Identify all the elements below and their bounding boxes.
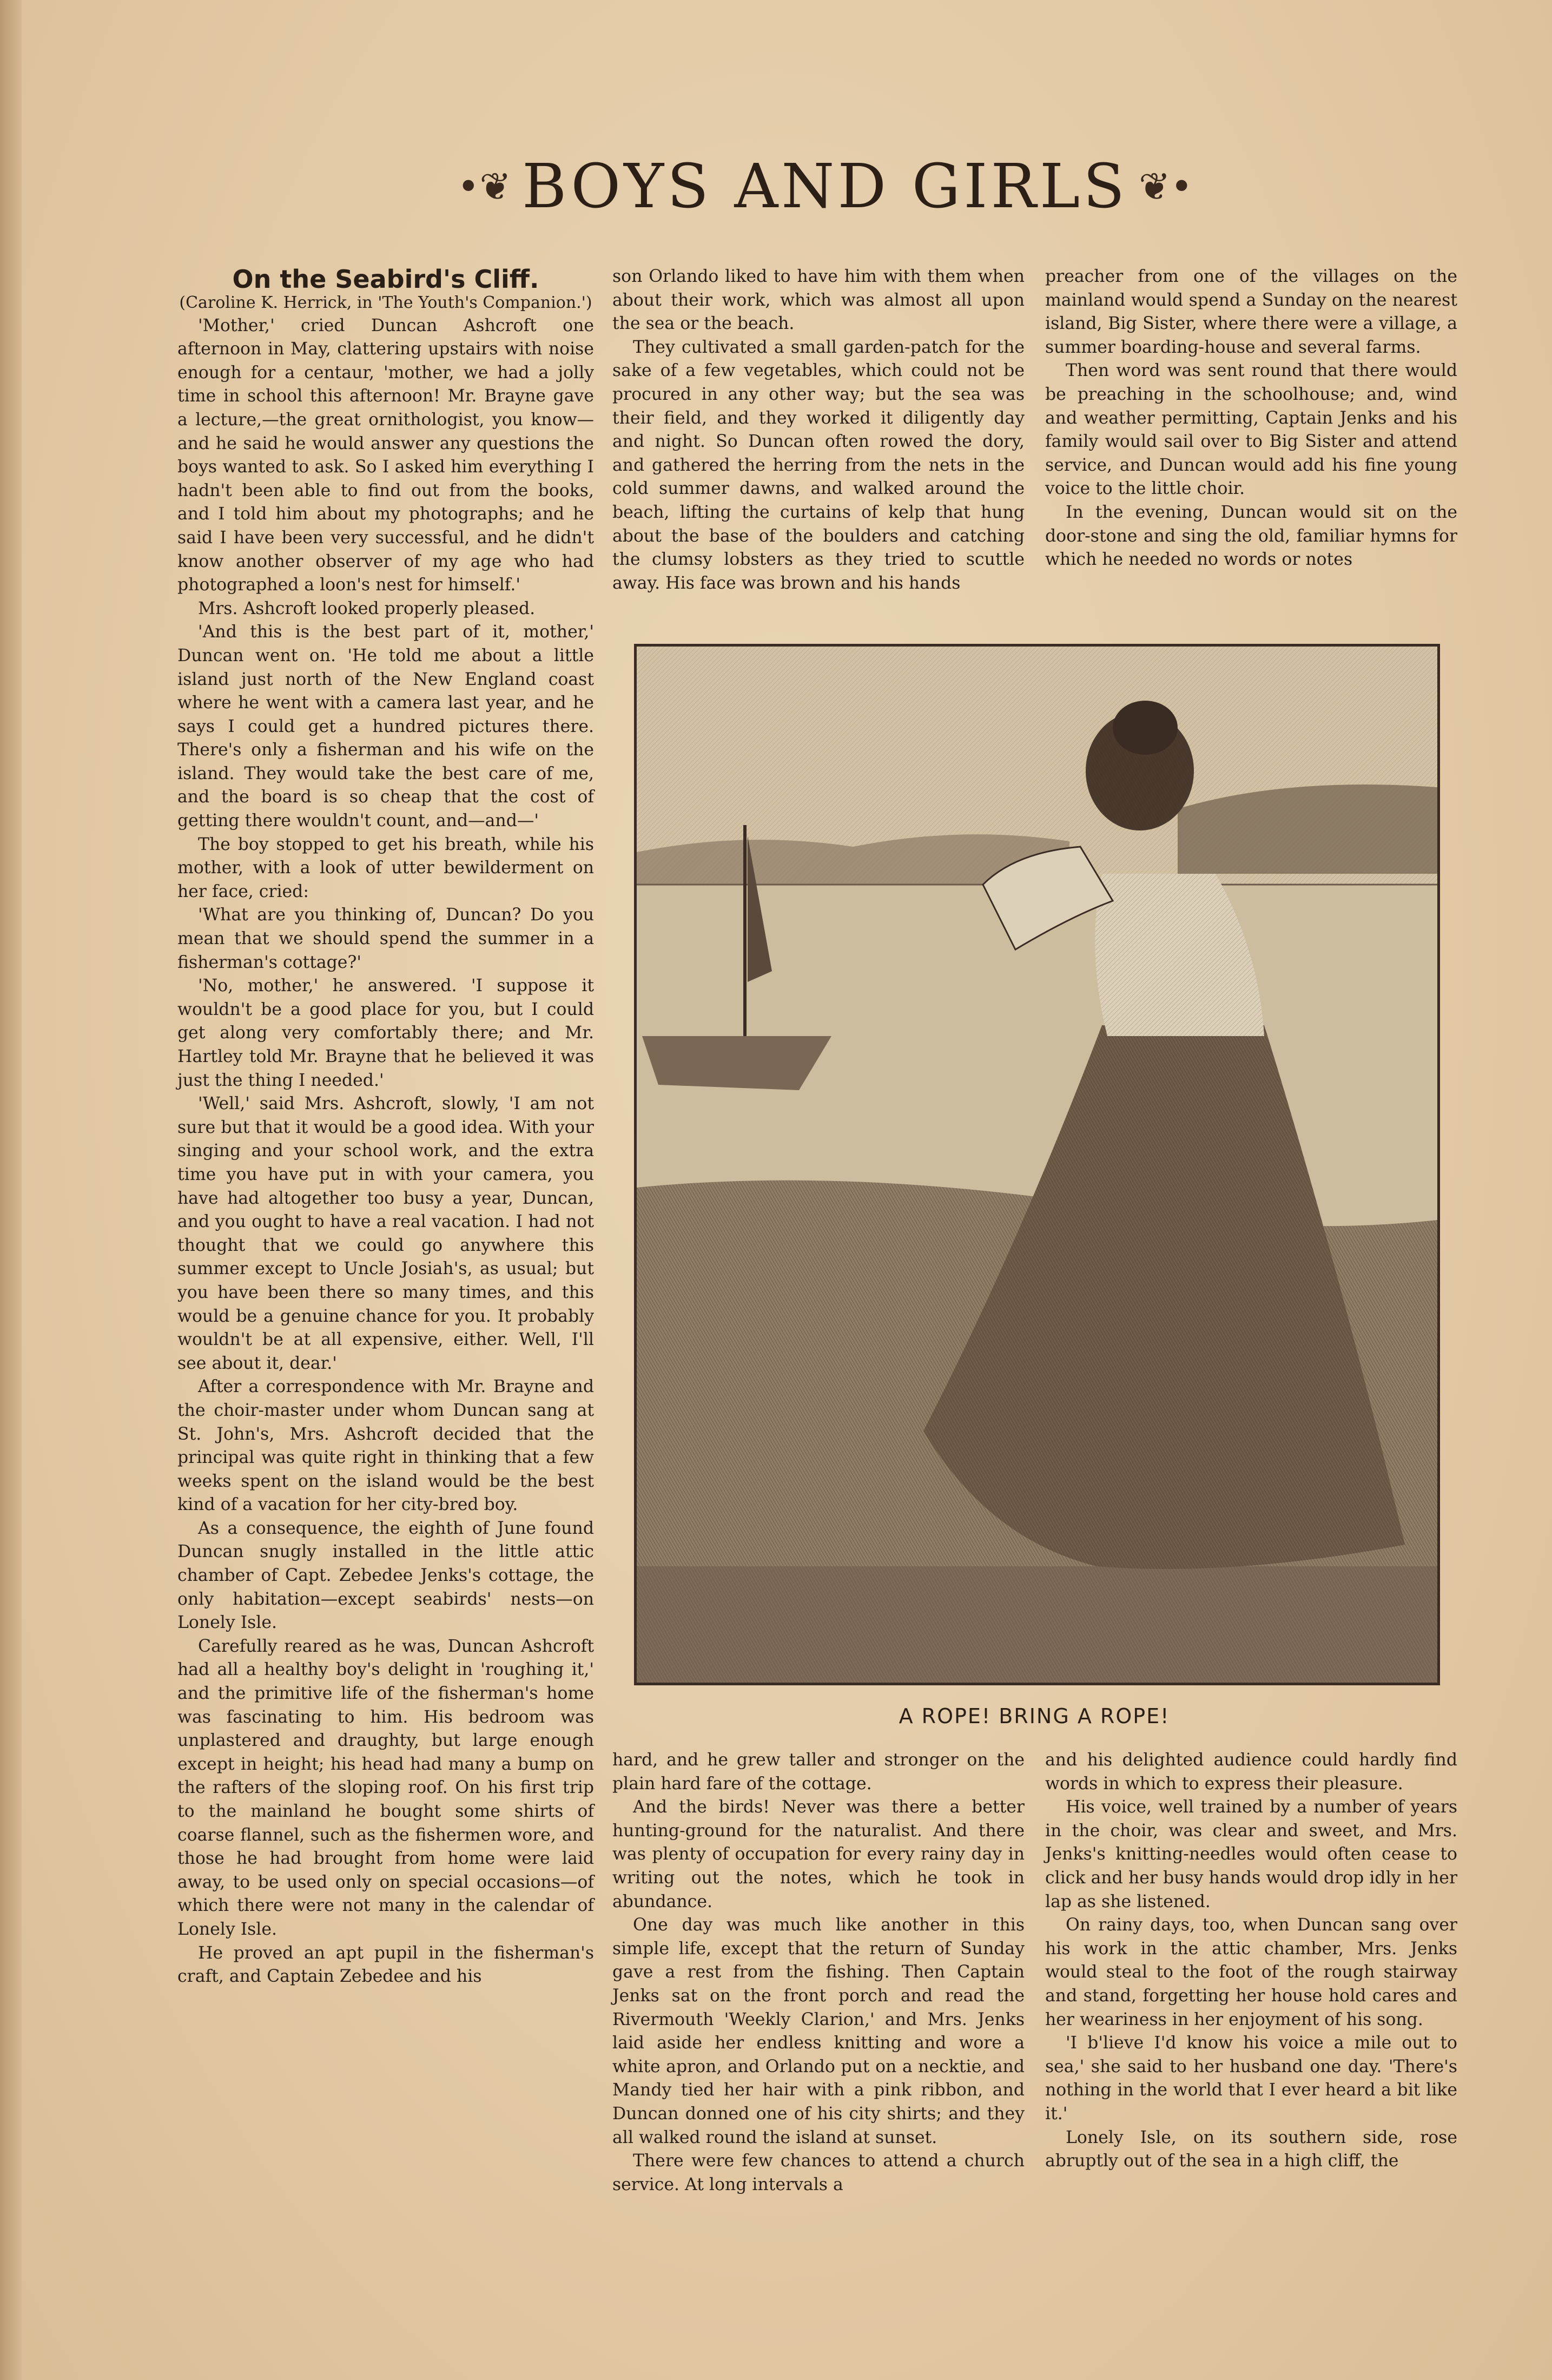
section-title: BOYS AND GIRLS [522, 151, 1128, 222]
paragraph: There were few chances to attend a church service. At long intervals a [612, 2151, 1025, 2194]
paragraph: and his delighted audience could hardly find words in which to express their pleasure. [1045, 1750, 1457, 1794]
paragraph: Lonely Isle, on its southern side, rose abruptly out of the sea in a high cliff, the [1045, 2127, 1457, 2171]
paragraph: 'What are you thinking of, Duncan? Do you mean that we should spend the summer in a fisherman's cottage?' [177, 905, 594, 972]
paragraph: Mrs. Ashcroft looked properly pleased. [198, 598, 536, 618]
paragraph: One day was much like another in this simple life, except that the return of Sunday gave a rest from the fishing. Then Captain Jenks sat on the front porch and read the Rivermouth 'Weekly Clarion,' and Mrs. Jenks laid aside her endless knitting and wore a white apron, and Orlando put on a necktie, and Mandy tied her hair with a pink ribbon, and Duncan donned one of his city shirts; and they all walked round the island at sunset. [612, 1915, 1025, 2147]
column-2-top [612, 265, 1025, 622]
paragraph: Carefully reared as he was, Duncan Ashcroft had all a healthy boy's delight in 'roughing it,' and the primitive life of the fisherman's home was fascinating to him. His bedroom was unplastered and draughty, but large enough except in height; his head had many a bump on the rafters of the sloping roof. On his first trip to the mainland he bought some shirts of coarse flannel, such as the fishermen wore, and those he had brought from home were laid away, to be used only on special occasions—of which there were not many in the calendar of Lonely Isle. [177, 1636, 594, 1939]
page-gutter [0, 0, 22, 2380]
column-3-top [1045, 265, 1457, 622]
section-masthead [379, 151, 1271, 222]
paragraph: 'I b'lieve I'd know his voice a mile out to sea,' she said to her husband one day. 'There's nothing in the world that I ever heard a bit like it.' [1045, 2033, 1457, 2124]
right-ornament-icon: ❦• [1138, 164, 1193, 209]
paragraph: 'Well,' said Mrs. Ashcroft, slowly, 'I am not sure but that it would be a good idea. With your singing and your school work, and the extra time you have put in with your camera, you have had altogether too busy a year, Duncan, and you ought to have a real vacation. I had not thought that we could go anywhere this summer except to Uncle Josiah's, as usual; but you have been there so many times, and this would be a genuine chance for you. It probably wouldn't be at all expensive, either. Well, I'll see about it, dear.' [177, 1094, 594, 1373]
paragraph: They cultivated a small garden-patch for the sake of a few vegetables, which could not be procured in any other way; but the sea was their field, and they worked it diligently day and night. So Duncan often rowed the dory, and gathered the herring from the nets in the cold summer dawns, and walked around the beach, lifting the curtains of kelp that hung about the base of the boulders and catching the clumsy lobsters as they tried to scuttle away. His face was brown and his hands [612, 337, 1025, 593]
paragraph: His voice, well trained by a number of years in the choir, was clear and sweet, and Mrs. Jenks's knitting-needles would often cease to click and her busy hands would drop idly in her lap as she listened. [1045, 1797, 1457, 1911]
left-ornament-icon: •❦ [457, 164, 512, 209]
paragraph: He proved an apt pupil in the fisherman's craft, and Captain Zebedee and his [177, 1943, 594, 1987]
paragraph: Then word was sent round that there would be preaching in the schoolhouse; and, wind and weather permitting, Captain Jenks and his family would sail over to Big Sister and attend service, and Duncan would add his fine young voice to the little choir. [1045, 361, 1457, 499]
paragraph: 'No, mother,' he answered. 'I suppose it wouldn't be a good place for you, but I could get along very comfortably there; and Mr. Hartley told Mr. Brayne that he believed it was just the thing I needed.' [177, 976, 594, 1090]
paragraph: In the evening, Duncan would sit on the door-stone and sing the old, familiar hymns for which he needed no words or notes [1045, 502, 1457, 570]
paragraph: preacher from one of the villages on the mainland would spend a Sunday on the nearest island, Big Sister, where there were a village, a summer boarding-house and several farms. [1045, 267, 1457, 357]
paragraph: hard, and he grew taller and stronger on the plain hard fare of the cottage. [612, 1750, 1025, 1794]
story-title: On the Seabird's Cliff. [232, 265, 539, 294]
paragraph: After a correspondence with Mr. Brayne and the choir-master under whom Duncan sang at St. John's, Mrs. Ashcroft decided that the principal was quite right in thinking that a few weeks spent on the island would be the best kind of a vacation for her city-bred boy. [177, 1377, 594, 1515]
illustration-caption: A ROPE! BRING A ROPE! [899, 1704, 1170, 1728]
paragraph: 'And this is the best part of it, mother,' Duncan went on. 'He told me about a little island just north of the New England coast where he went with a camera last year, and he says I could get a hundred pictures there. There's only a fisherman and his wife on the island. They would take the best care of me, and the board is so cheap that the cost of getting there wouldn't count, and—and—' [177, 622, 594, 831]
paragraph: The boy stopped to get his breath, while his mother, with a look of utter bewilderment on her face, cried: [177, 834, 594, 901]
column-2-bottom [612, 1749, 1025, 2225]
paragraph: 'Mother,' cried Duncan Ashcroft one afternoon in May, clattering upstairs with noise enough for a centaur, 'mother, we had a jolly time in school this afternoon! Mr. Brayne gave a lecture,—the great ornithologist, you know—and he said he would answer any questions the boys wanted to ask. So I asked him everything I hadn't been able to find out from the books, and I told him about my photographs; and he said I have been very successful, and he didn't know another observer of my age who had photographed a loon's nest for himself.' [177, 315, 594, 595]
column-1 [177, 265, 594, 2237]
story-byline: (Caroline K. Herrick, in 'The Youth's Companion.') [179, 293, 592, 312]
paragraph: On rainy days, too, when Duncan sang over his work in the attic chamber, Mrs. Jenks would steal to the foot of the rough stairway and stand, forgetting her house hold cares and her weariness in her enjoyment of his song. [1045, 1915, 1457, 2029]
column-3-bottom [1045, 1749, 1457, 2225]
paragraph: And the birds! Never was there a better hunting-ground for the naturalist. And there was plenty of occupation for every rainy day in writing out the notes, which he took in abundance. [612, 1797, 1025, 1911]
paragraph: son Orlando liked to have him with them when about their work, which was almost all upon the sea or the beach. [612, 267, 1025, 334]
story-illustration [634, 644, 1440, 1685]
paragraph: As a consequence, the eighth of June found Duncan snugly installed in the little attic chamber of Capt. Zebedee Jenks's cottage, the only habitation—except seabirds' nests—on Lonely Isle. [177, 1518, 594, 1633]
